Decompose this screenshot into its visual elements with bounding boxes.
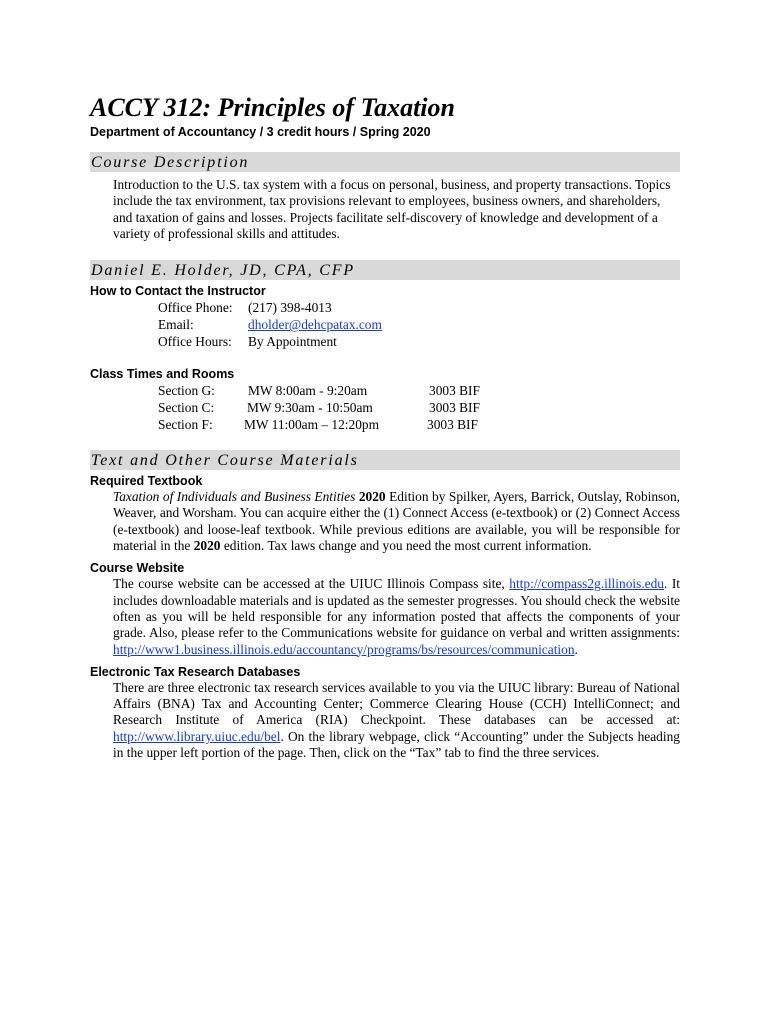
databases-body: . On the library webpage, click “Accounting” under the Subjects heading in the upper left portion of the page. Then, click on the “Tax” tab to find the three services. [113, 728, 680, 761]
library-link[interactable]: http://www.library.uiuc.edu/bel [113, 728, 281, 744]
compass-link[interactable]: http://compass2g.illinois.edu [509, 576, 664, 592]
course-website-text [90, 576, 680, 657]
section-label: Section C: [158, 400, 215, 416]
class-times-table [158, 382, 680, 433]
textbook-text [90, 489, 680, 554]
course-description-text: Introduction to the U.S. tax system with a focus on personal, business, and property transactions. Topics include the tax environment, tax provisions relevant to employees, business owners, and shareholders, and taxation of gains and losses. Projects facilitate self-discovery of knowledge and development of a variety of professional skills and attitudes. [113, 177, 671, 241]
email-link[interactable]: dholder@dehcpatax.com [248, 317, 382, 333]
communication-link[interactable]: http://www1.business.illinois.edu/accountancy/programs/bs/resources/communication [113, 641, 575, 657]
section-room: 3003 BIF [429, 383, 480, 399]
section-time: MW 11:00am – 12:20pm [244, 417, 380, 433]
contact-list [158, 299, 680, 350]
section-time: MW 9:30am - 10:50am [247, 400, 373, 416]
class-time-row [158, 399, 680, 416]
textbook-body: Edition by Spilker, Ayers, Barrick, Outslay, Robinson, Weaver, and Worsham. You can acquire either the (1) Connect Access (e-textbook) or (2) Connect Access (e-textbook) and loose-leaf textbook. While previous editions are available, you will be responsible for material in the [113, 489, 681, 554]
section-heading-instructor: Daniel E. Holder, JD, CPA, CFP [90, 260, 680, 280]
section-heading-materials: Text and Other Course Materials [90, 450, 680, 470]
contact-value: (217) 398-4013 [248, 300, 332, 316]
section-heading-course-description: Course Description [90, 152, 680, 172]
page-title: ACCY 312: Principles of Taxation [90, 93, 455, 122]
contact-heading: How to Contact the Instructor [90, 284, 266, 299]
section-room: 3003 BIF [429, 400, 480, 416]
section-label: Section G: [158, 383, 215, 399]
page-subtitle: Department of Accountancy / 3 credit hours / Spring 2020 [90, 125, 431, 139]
syllabus-page [90, 92, 680, 761]
edition-year: 2020 [193, 538, 221, 554]
contact-row-email [158, 316, 680, 333]
class-time-row [158, 382, 680, 399]
course-website-heading: Course Website [90, 561, 185, 576]
website-body: . [574, 641, 578, 657]
contact-row-hours [158, 333, 680, 350]
contact-row-phone [158, 299, 680, 316]
edition-year: 2020 [358, 489, 386, 505]
website-body: The course website can be accessed at the UIUC Illinois Compass site, [113, 576, 510, 592]
databases-body: There are three electronic tax research services available to you via the UIUC library: Bureau of National Affairs (BNA) Tax and Accounting Center; Commerce Clearing House (CCH) IntelliConnect; and Research Institute of America (RIA) Checkpoint. These databases can be accessed at: [113, 679, 680, 728]
section-room: 3003 BIF [427, 417, 478, 433]
textbook-title: Taxation of Individuals and Business Entities [113, 489, 356, 505]
class-times-heading: Class Times and Rooms [90, 367, 235, 382]
contact-label: Email: [158, 317, 194, 333]
contact-value: By Appointment [248, 334, 337, 350]
class-time-row [158, 416, 680, 433]
section-label: Section F: [158, 417, 213, 433]
contact-label: Office Hours: [158, 334, 232, 350]
website-body: . It includes downloadable materials and is updated as the semester progresses. You should check the website often as you will be held responsible for any information posted that affects the components of your grade. Also, please refer to the Communications website for guidance on verbal and written assignments: [113, 576, 681, 641]
databases-heading: Electronic Tax Research Databases [90, 664, 301, 679]
contact-label: Office Phone: [158, 300, 233, 316]
textbook-body: edition. Tax laws change and you need the most current information. [220, 538, 592, 554]
textbook-heading: Required Textbook [90, 474, 203, 489]
databases-text [90, 680, 680, 761]
section-time: MW 8:00am - 9:20am [248, 383, 368, 399]
